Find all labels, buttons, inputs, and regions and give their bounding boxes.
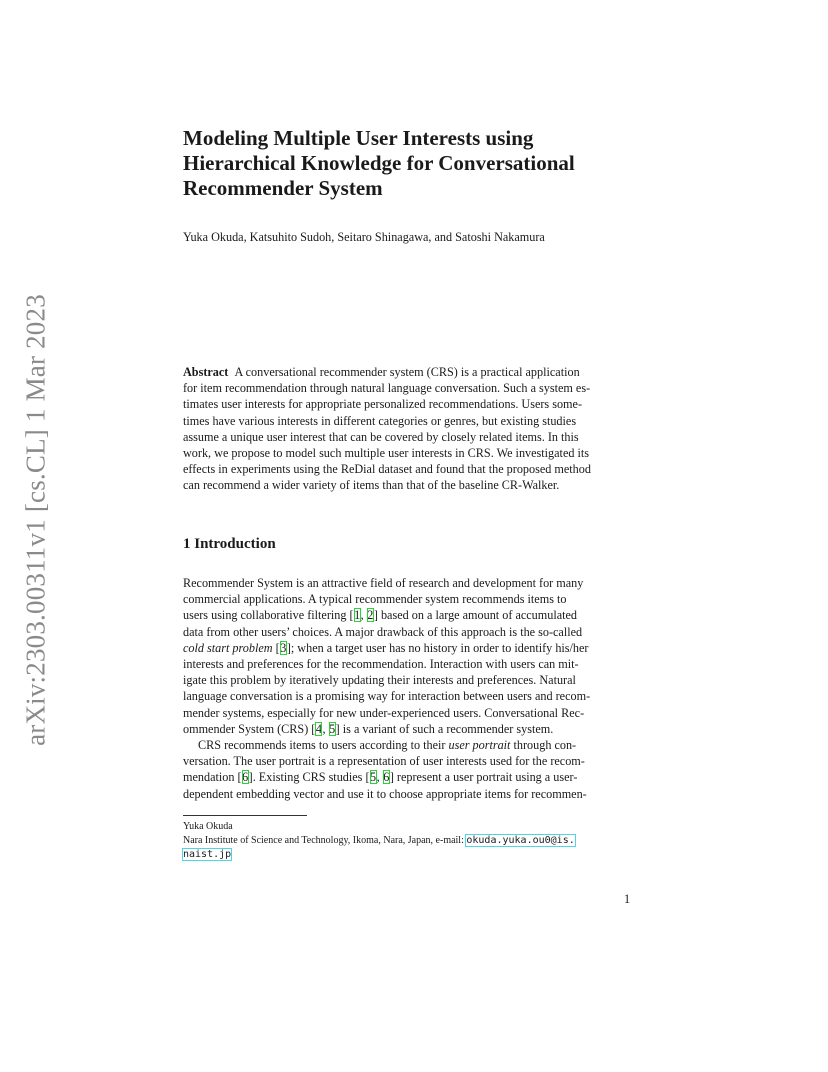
title-line: Recommender System [183, 176, 383, 200]
intro-text: [ [272, 640, 280, 655]
intro-line: versation. The user portrait is a representation of user interests used for the recom- [183, 754, 585, 769]
author-list: Yuka Okuda, Katsuhito Sudoh, Seitaro Shinagawa, and Satoshi Nakamura [183, 230, 545, 244]
intro-text: ]; when a target user has no history in order to identify his/her [286, 640, 589, 655]
citation-link[interactable]: 2 [367, 608, 374, 623]
intro-text: ] is a variant of such a recommender system. [335, 721, 554, 736]
intro-line [183, 721, 631, 737]
introduction-body [183, 575, 631, 802]
footnote [183, 820, 643, 862]
citation-link[interactable]: 6 [242, 770, 249, 785]
abstract-line: for item recommendation through natural language conversation. Such a system es- [183, 381, 591, 396]
footnote-author: Yuka Okuda [183, 821, 233, 832]
title-line: Modeling Multiple User Interests using [183, 126, 534, 150]
intro-line: language conversation is a promising way for interaction between users and recom- [183, 689, 591, 704]
intro-line: mender systems, especially for new under-experienced users. Conversational Rec- [183, 705, 585, 720]
title-line: Hierarchical Knowledge for Conversational [183, 151, 575, 175]
footnote-affiliation-text: Nara Institute of Science and Technology, Ikoma, Nara, Japan, e-mail: [183, 835, 467, 846]
intro-text: ] based on a large amount of accumulated [373, 608, 578, 623]
arxiv-identifier-stamp: arXiv:2303.00311v1 [cs.CL] 1 Mar 2023 [20, 294, 51, 746]
intro-emphasis: cold start problem [183, 640, 273, 655]
intro-text: CRS recommends items to users according to their [198, 738, 449, 753]
abstract-line: timates user interests for appropriate personalized recommendations. Users some- [183, 397, 583, 412]
citation-link[interactable]: 1 [354, 608, 361, 623]
section-heading-introduction: 1 Introduction [183, 536, 276, 552]
intro-text: , [360, 608, 367, 623]
abstract-line: effects in experiments using the ReDial dataset and found that the proposed method [183, 462, 591, 477]
abstract-line: work, we propose to model such multiple user interests in CRS. We investigated its [183, 446, 590, 461]
intro-line [183, 640, 631, 656]
intro-line: dependent embedding vector and use it to choose appropriate items for recommen- [183, 786, 587, 801]
footnote-affiliation [183, 834, 643, 848]
intro-text: ] represent a user portrait using a user- [389, 770, 578, 785]
intro-line [183, 769, 631, 785]
intro-text: , [376, 770, 383, 785]
abstract [183, 364, 631, 494]
footnote-affiliation [183, 848, 643, 862]
citation-link[interactable]: 5 [370, 770, 377, 785]
citation-link[interactable]: 3 [280, 640, 287, 655]
intro-text: ]. Existing CRS studies [ [248, 770, 370, 785]
intro-line: igate this problem by iteratively updating their interests and preferences. Natural [183, 673, 576, 688]
intro-line: commercial applications. A typical recommender system recommends items to [183, 592, 567, 607]
citation-link[interactable]: 6 [383, 770, 390, 785]
page-number: 1 [624, 892, 631, 906]
intro-line: data from other users’ choices. A major drawback of this approach is the so-called [183, 624, 583, 639]
intro-text: , [322, 721, 329, 736]
intro-text: through con- [510, 738, 577, 753]
citation-link[interactable]: 4 [315, 721, 322, 736]
intro-line [183, 607, 631, 623]
abstract-line: can recommend a wider variety of items than that of the baseline CR-Walker. [183, 478, 560, 493]
abstract-line: times have various interests in different categories or genres, but existing studies [183, 413, 577, 428]
intro-text: users using collaborative filtering [ [183, 608, 354, 623]
email-link[interactable]: naist.jp [183, 849, 232, 860]
abstract-line: assume a unique user interest that can be covered by closely related items. In this [183, 429, 579, 444]
abstract-label: Abstract [183, 365, 229, 379]
intro-text: ommender System (CRS) [ [183, 721, 316, 736]
paper-title [183, 126, 643, 201]
footnote-divider [183, 815, 307, 816]
abstract-text: A conversational recommender system (CRS) is a practical application [234, 365, 580, 379]
citation-link[interactable]: 5 [329, 721, 336, 736]
intro-line [183, 737, 631, 753]
email-link[interactable]: okuda.yuka.ou0@is. [466, 835, 575, 846]
abstract-line [183, 364, 631, 380]
intro-line: interests and preferences for the recommendation. Interaction with users can mit- [183, 657, 579, 672]
intro-emphasis: user portrait [448, 738, 511, 753]
intro-text: mendation [ [183, 770, 242, 785]
intro-line: Recommender System is an attractive field of research and development for many [183, 576, 584, 590]
